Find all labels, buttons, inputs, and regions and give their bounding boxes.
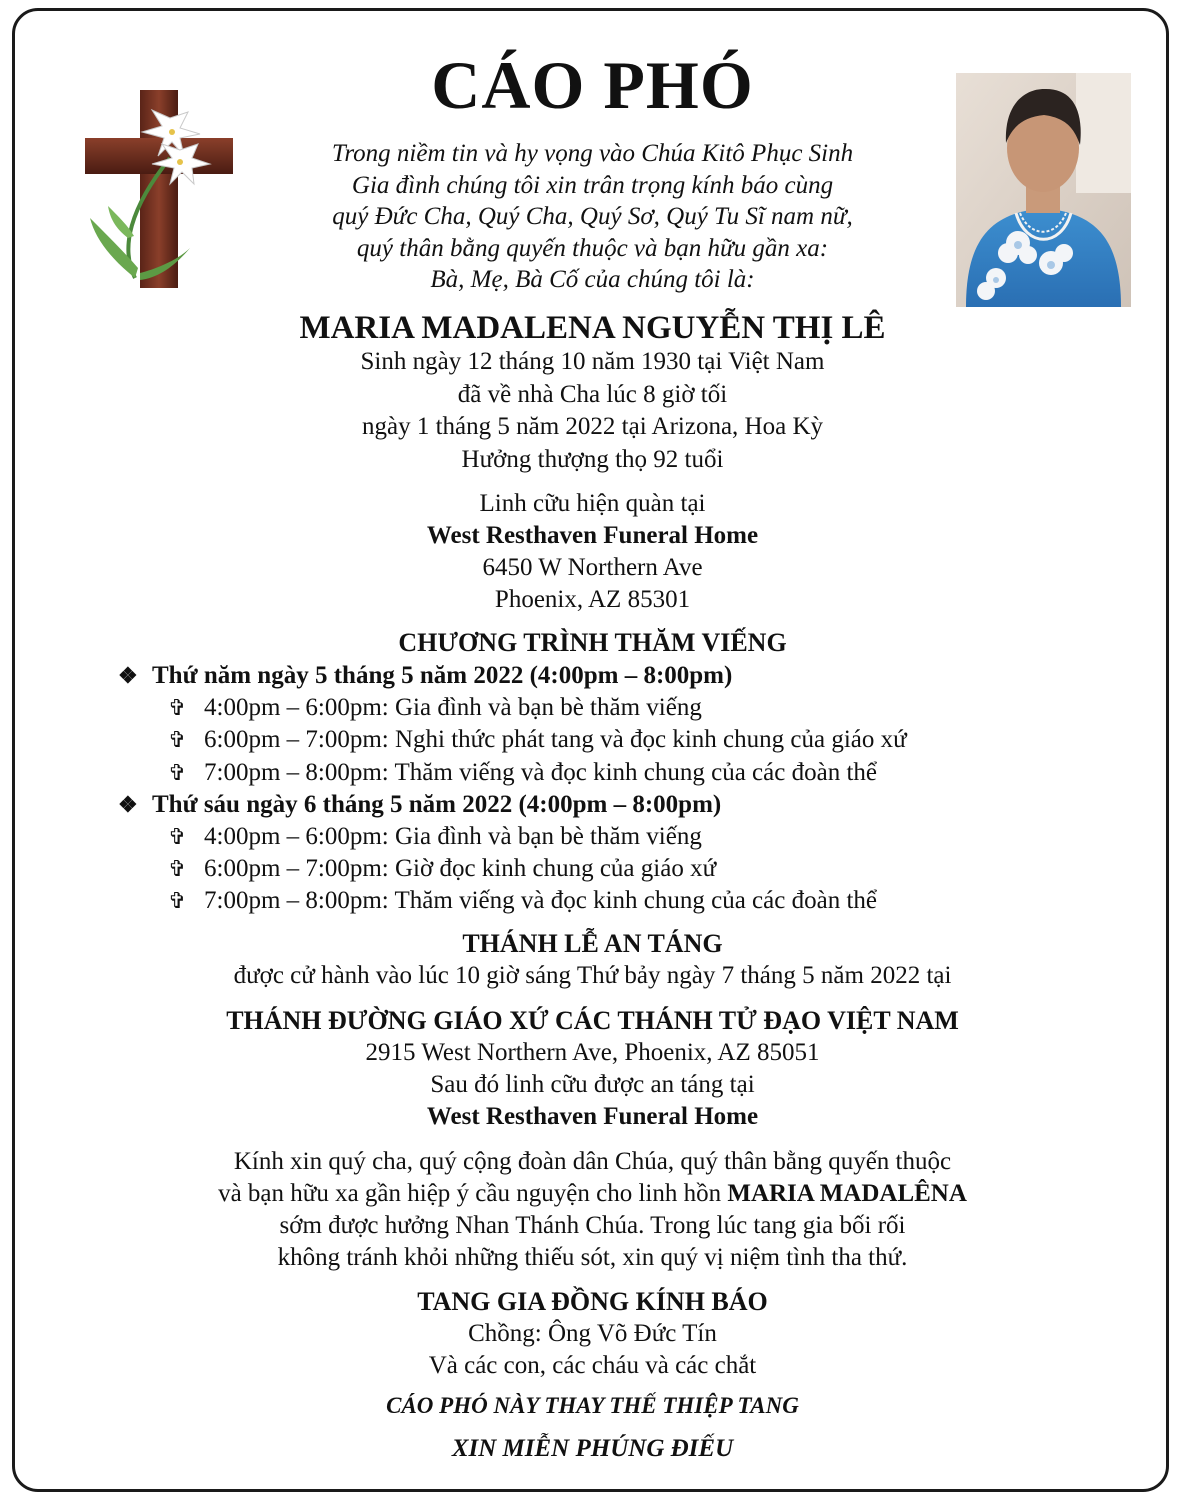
funeral-home-city: Phoenix, AZ 85301 [494, 586, 691, 613]
life-line: ngày 1 tháng 5 năm 2022 tại Arizona, Hoa Kỳ [361, 413, 823, 440]
cross-bullet-icon: ✞ [168, 824, 187, 850]
no-condolence-gifts-note: XIN MIỄN PHÚNG ĐIẾU [451, 1435, 734, 1462]
family-husband: Chồng: Ông Võ Đức Tín [468, 1320, 717, 1347]
intro-line: Trong niềm tin và hy vọng vào Chúa Kitô Phục Sinh [331, 140, 854, 167]
schedule-item [118, 821, 1098, 853]
schedule-item [118, 692, 1098, 724]
schedule-item [118, 885, 1098, 917]
closing-line: sớm được hưởng Nhan Thánh Chúa. Trong lúc tang gia bối rối [279, 1212, 906, 1239]
replacement-note: CÁO PHÓ NÀY THAY THẾ THIỆP TANG [386, 1393, 799, 1418]
intro-line: quý Đức Cha, Quý Cha, Quý Sơ, Quý Tu Sĩ nam nữ, [332, 203, 853, 230]
closing-message [0, 1146, 1185, 1274]
family-others: Và các con, các cháu và các chắt [428, 1352, 757, 1379]
schedule-item [118, 853, 1098, 885]
cross-bullet-icon: ✞ [168, 695, 187, 721]
funeral-home-name: West Resthaven Funeral Home [426, 522, 759, 549]
family-signature [0, 1286, 1185, 1382]
burial-intro: Sau đó linh cữu được an táng tại [430, 1071, 755, 1098]
schedule-item [118, 724, 1098, 756]
closing-line: Kính xin quý cha, quý cộng đoàn dân Chúa, quý thân bằng quyến thuộc [233, 1148, 952, 1175]
mass-text: được cử hành vào lúc 10 giờ sáng Thứ bảy ngày 7 tháng 5 năm 2022 tại [233, 962, 952, 989]
intro-line: Bà, Mẹ, Bà Cố của chúng tôi là: [430, 266, 755, 293]
intro-text [0, 138, 1185, 296]
closing-line [0, 1178, 1185, 1210]
item-text: 7:00pm – 8:00pm: Thăm viếng và đọc kinh chung của các đoàn thể [204, 887, 877, 915]
schedule-heading: CHƯƠNG TRÌNH THĂM VIẾNG [398, 628, 787, 657]
lying-intro: Linh cữu hiện quàn tại [479, 490, 706, 517]
item-text: 6:00pm – 7:00pm: Giờ đọc kinh chung của giáo xứ [204, 855, 717, 883]
diamond-bullet-icon: ❖ [118, 791, 138, 817]
diamond-bullet-icon: ❖ [118, 663, 138, 688]
church-address: 2915 West Northern Ave, Phoenix, AZ 85051 [365, 1039, 820, 1066]
item-text: 7:00pm – 8:00pm: Thăm viếng và đọc kinh chung của các đoàn thể [204, 758, 877, 786]
burial-place: West Resthaven Funeral Home [426, 1103, 759, 1130]
life-details [0, 346, 1185, 476]
closing-line-text: và bạn hữu xa gần hiệp ý cầu nguyện cho linh hồn [218, 1180, 728, 1207]
deceased-name: MARIA MADALENA NGUYỄN THỊ LÊ [299, 310, 886, 346]
life-line: Hưởng thượng thọ 92 tuổi [461, 445, 724, 473]
intro-line: quý thân bằng quyến thuộc và bạn hữu gần xa: [356, 234, 829, 262]
day-label: Thứ năm ngày 5 tháng 5 năm 2022 (4:00pm – 8:00pm) [152, 662, 733, 689]
closing-name: MARIA MADALÊNA [727, 1180, 967, 1207]
lying-in-state [0, 488, 1185, 616]
item-text: 4:00pm – 6:00pm: Gia đình và bạn bè thăm viếng [204, 694, 702, 722]
cross-bullet-icon: ✞ [168, 727, 187, 753]
life-line: Sinh ngày 12 tháng 10 năm 1930 tại Việt Nam [360, 348, 825, 375]
funeral-home-street: 6450 W Northern Ave [482, 554, 703, 581]
item-text: 6:00pm – 7:00pm: Nghi thức phát tang và đọc kinh chung của giáo xứ [204, 726, 907, 754]
schedule-day [118, 660, 1098, 692]
page-title: CÁO PHÓ [431, 47, 754, 123]
cross-bullet-icon: ✞ [168, 888, 187, 914]
funeral-mass [0, 928, 1185, 992]
schedule-item [118, 757, 1098, 789]
mass-heading: THÁNH LỄ AN TÁNG [462, 929, 723, 958]
intro-line: Gia đình chúng tôi xin trân trọng kính báo cùng [351, 171, 834, 199]
cross-bullet-icon: ✞ [168, 856, 187, 882]
cross-bullet-icon: ✞ [168, 759, 187, 785]
family-heading: TANG GIA ĐỒNG KÍNH BÁO [417, 1287, 768, 1316]
church-name: THÁNH ĐƯỜNG GIÁO XỨ CÁC THÁNH TỬ ĐẠO VIỆT NAM [226, 1006, 959, 1035]
schedule-day [118, 789, 1098, 821]
visitation-schedule [118, 660, 1098, 918]
item-text: 4:00pm – 6:00pm: Gia đình và bạn bè thăm viếng [204, 823, 702, 851]
closing-line: không tránh khỏi những thiếu sót, xin quý vị niệm tình tha thứ. [277, 1244, 908, 1271]
church-info [0, 1005, 1185, 1133]
life-line: đã về nhà Cha lúc 8 giờ tối [457, 380, 728, 408]
day-label: Thứ sáu ngày 6 tháng 5 năm 2022 (4:00pm – 8:00pm) [152, 790, 722, 818]
